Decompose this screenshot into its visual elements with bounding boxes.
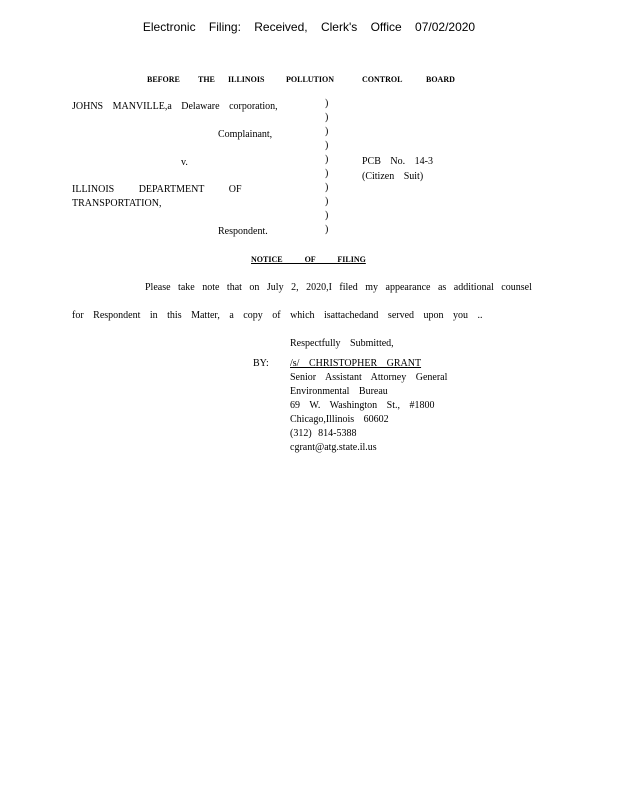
caption-paren: ) bbox=[325, 154, 329, 165]
board-heading-word: ILLINOIS bbox=[228, 75, 265, 84]
body-line-2: for Respondent in this Matter, a copy of which isattachedand served upon you .. bbox=[72, 310, 483, 321]
signer-city: Chicago,Illinois 60602 bbox=[290, 414, 389, 425]
board-heading-word: POLLUTION bbox=[286, 75, 335, 84]
signer-address: 69 W. Washington St., #1800 bbox=[290, 400, 435, 411]
signer-email: cgrant@atg.state.il.us bbox=[290, 442, 377, 453]
caption-paren: ) bbox=[325, 112, 329, 123]
caption-paren: ) bbox=[325, 210, 329, 221]
board-heading-word: BOARD bbox=[426, 75, 455, 84]
board-heading-word: CONTROL bbox=[362, 75, 403, 84]
caption-paren: ) bbox=[325, 196, 329, 207]
filing-stamp-header: Electronic Filing: Received, Clerk's Office 07/02/2020 bbox=[142, 20, 476, 34]
signer-name: /s/ CHRISTOPHER GRANT bbox=[290, 358, 422, 369]
caption-paren: ) bbox=[325, 224, 329, 235]
notice-title: NOTICE OF FILING bbox=[251, 255, 366, 264]
signer-bureau: Environmental Bureau bbox=[290, 386, 388, 397]
board-heading-word: BEFORE bbox=[147, 75, 180, 84]
respondent-name-line2: TRANSPORTATION, bbox=[72, 198, 162, 209]
caption-paren: ) bbox=[325, 140, 329, 151]
case-number: PCB No. 14-3 bbox=[362, 156, 433, 167]
body-line-1: Please take note that on July 2, 2020,I filed my appearance as additional counsel bbox=[145, 282, 532, 293]
versus-label: v. bbox=[181, 157, 188, 168]
signer-phone: (312) 814-5388 bbox=[290, 428, 357, 439]
board-heading-word: THE bbox=[198, 75, 215, 84]
caption-paren: ) bbox=[325, 182, 329, 193]
caption-paren: ) bbox=[325, 168, 329, 179]
case-type: (Citizen Suit) bbox=[362, 171, 424, 182]
signer-title: Senior Assistant Attorney General bbox=[290, 372, 448, 383]
complainant-role: Complainant, bbox=[218, 129, 273, 140]
respondent-name-line1: ILLINOIS DEPARTMENT OF bbox=[72, 184, 242, 195]
closing: Respectfully Submitted, bbox=[290, 338, 394, 349]
caption-paren: ) bbox=[325, 98, 329, 109]
by-label: BY: bbox=[253, 358, 269, 369]
complainant-name: JOHNS MANVILLE,a Delaware corporation, bbox=[72, 101, 278, 112]
respondent-role: Respondent. bbox=[218, 226, 268, 237]
caption-paren: ) bbox=[325, 126, 329, 137]
